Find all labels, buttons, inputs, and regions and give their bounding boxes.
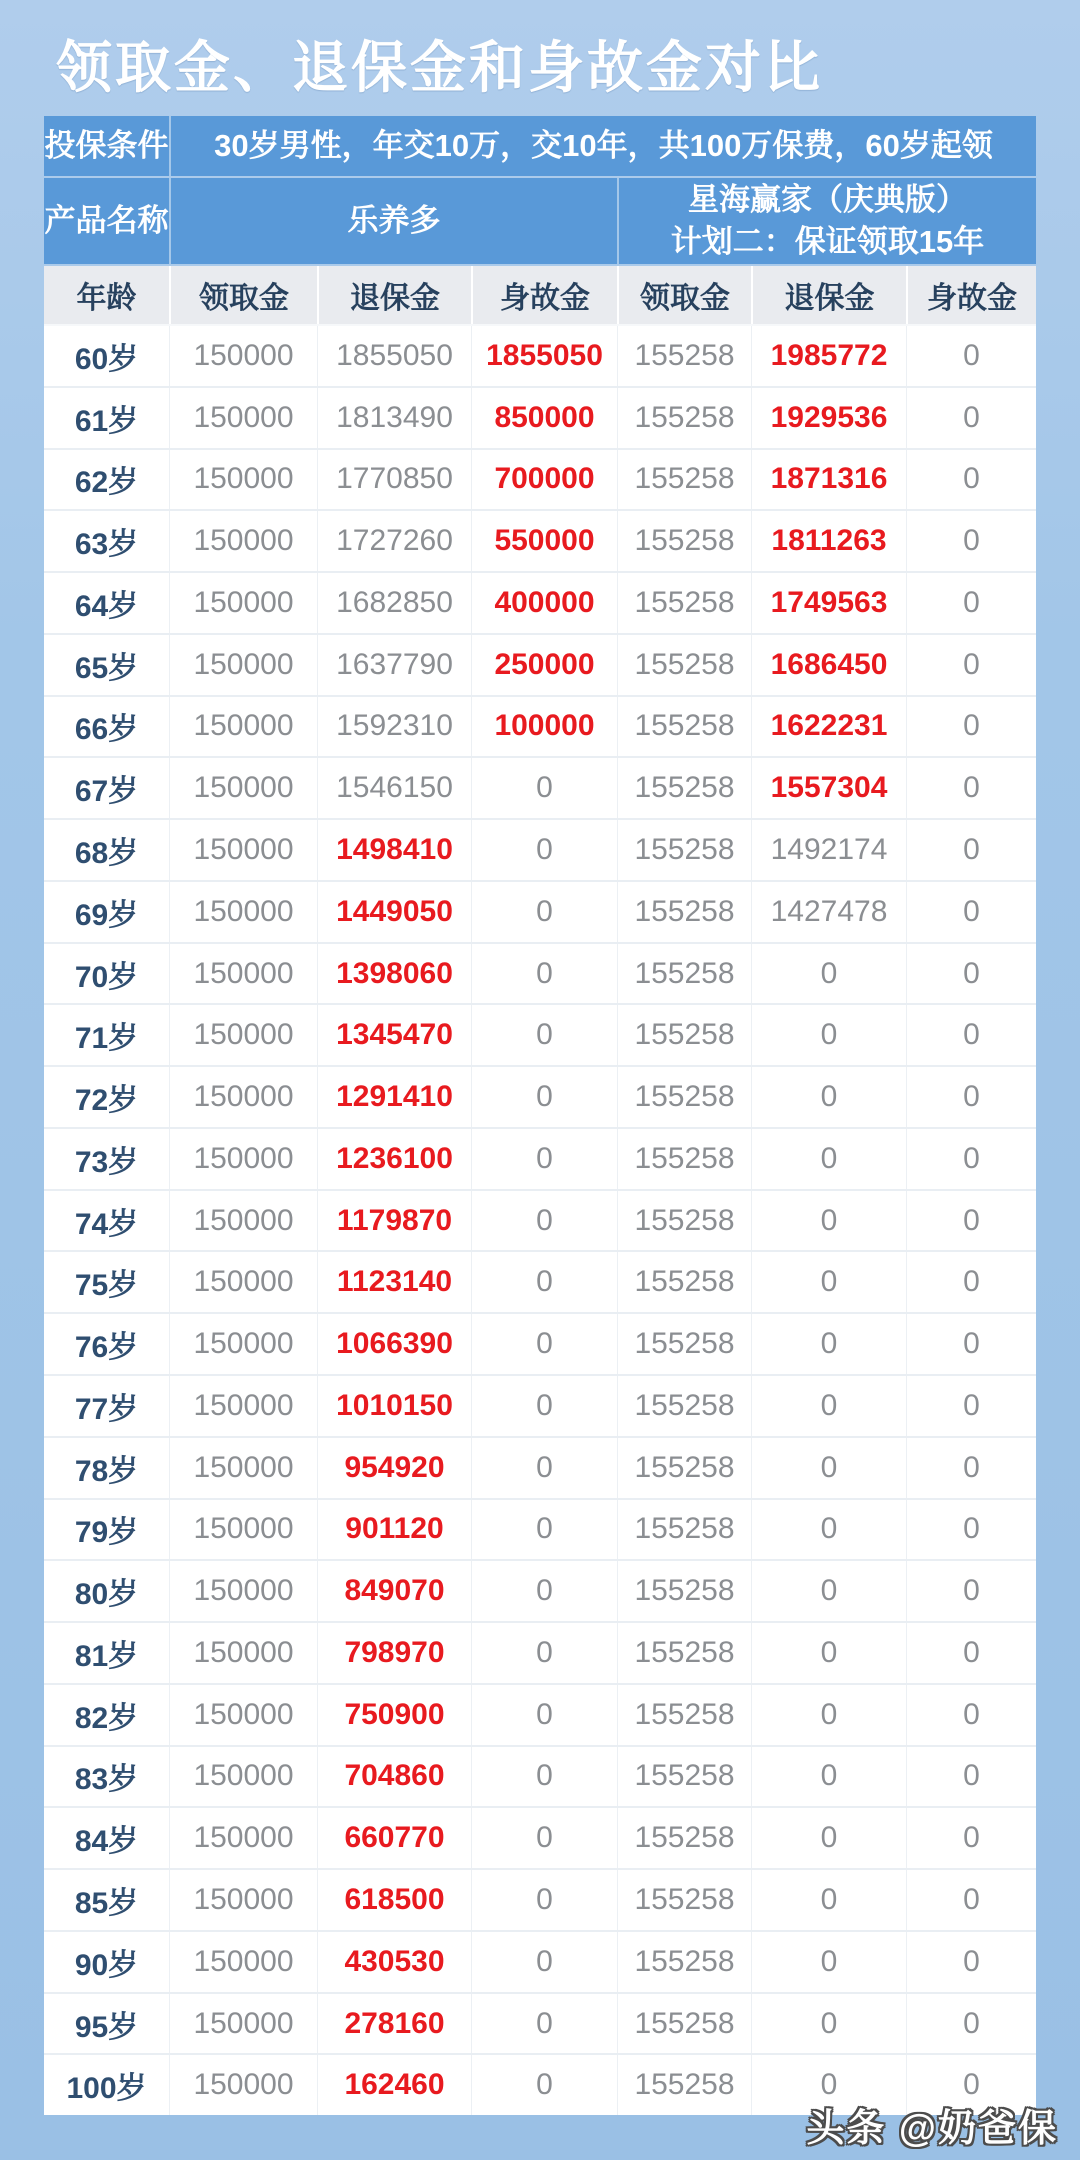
value-cell: 0 <box>471 1685 617 1745</box>
age-cell: 90岁 <box>74 1948 139 1982</box>
product-name-label: 产品名称 <box>44 203 169 239</box>
value-cell: 1985772 <box>751 326 906 386</box>
table-row <box>44 448 1036 510</box>
value-cell: 150000 <box>169 820 317 880</box>
value-cell: 1557304 <box>751 758 906 818</box>
value-cell: 0 <box>751 1623 906 1683</box>
value-cell: 0 <box>906 758 1036 818</box>
value-cell: 0 <box>751 1067 906 1127</box>
comparison-table <box>44 116 1036 2115</box>
value-cell: 1345470 <box>317 1005 471 1065</box>
value-cell: 0 <box>471 1252 617 1312</box>
value-cell: 0 <box>906 1314 1036 1374</box>
column-header-age: 年龄 <box>76 282 137 315</box>
value-cell: 0 <box>906 1005 1036 1065</box>
value-cell: 155258 <box>617 450 751 510</box>
value-cell: 150000 <box>169 1500 317 1560</box>
value-cell: 155258 <box>617 1191 751 1251</box>
value-cell: 150000 <box>169 1932 317 1992</box>
age-cell: 67岁 <box>74 775 139 809</box>
value-cell: 150000 <box>169 1376 317 1436</box>
value-cell: 1066390 <box>317 1314 471 1374</box>
value-cell: 150000 <box>169 1005 317 1065</box>
table-row <box>44 1992 1036 2054</box>
product-name-row <box>44 178 1036 264</box>
value-cell: 430530 <box>317 1932 471 1992</box>
product1-name: 乐养多 <box>169 178 617 264</box>
value-cell: 150000 <box>169 944 317 1004</box>
value-cell: 155258 <box>617 2055 751 2115</box>
table-row <box>44 386 1036 448</box>
age-cell: 69岁 <box>74 898 139 932</box>
value-cell: 1855050 <box>471 326 617 386</box>
value-cell: 0 <box>471 1314 617 1374</box>
age-cell: 100岁 <box>66 2072 147 2106</box>
value-cell: 550000 <box>471 511 617 571</box>
value-cell: 155258 <box>617 1685 751 1745</box>
value-cell: 155258 <box>617 882 751 942</box>
value-cell: 1236100 <box>317 1129 471 1189</box>
value-cell: 155258 <box>617 820 751 880</box>
value-cell: 0 <box>471 2055 617 2115</box>
value-cell: 0 <box>471 1438 617 1498</box>
value-cell: 0 <box>471 1561 617 1621</box>
value-cell: 1813490 <box>317 388 471 448</box>
value-cell: 0 <box>906 697 1036 757</box>
value-cell: 162460 <box>317 2055 471 2115</box>
value-cell: 1637790 <box>317 635 471 695</box>
value-cell: 0 <box>471 1932 617 1992</box>
value-cell: 0 <box>471 1747 617 1807</box>
value-cell: 0 <box>471 1623 617 1683</box>
value-cell: 155258 <box>617 697 751 757</box>
value-cell: 1929536 <box>751 388 906 448</box>
value-cell: 0 <box>471 1994 617 2054</box>
value-cell: 150000 <box>169 450 317 510</box>
value-cell: 0 <box>471 820 617 880</box>
table-row <box>44 571 1036 633</box>
value-cell: 150000 <box>169 326 317 386</box>
value-cell: 150000 <box>169 388 317 448</box>
value-cell: 0 <box>906 1623 1036 1683</box>
value-cell: 278160 <box>317 1994 471 2054</box>
value-cell: 0 <box>906 882 1036 942</box>
value-cell: 0 <box>751 1870 906 1930</box>
age-cell: 77岁 <box>74 1392 139 1426</box>
table-row <box>44 633 1036 695</box>
age-cell: 84岁 <box>74 1825 139 1859</box>
value-cell: 150000 <box>169 1191 317 1251</box>
value-cell: 0 <box>906 511 1036 571</box>
value-cell: 0 <box>906 1500 1036 1560</box>
value-cell: 704860 <box>317 1747 471 1807</box>
value-cell: 0 <box>471 944 617 1004</box>
value-cell: 0 <box>906 1252 1036 1312</box>
value-cell: 150000 <box>169 1561 317 1621</box>
value-cell: 1498410 <box>317 820 471 880</box>
column-header-death-1: 身故金 <box>471 266 617 324</box>
value-cell: 155258 <box>617 1252 751 1312</box>
value-cell: 155258 <box>617 388 751 448</box>
value-cell: 0 <box>471 1500 617 1560</box>
table-row <box>44 1436 1036 1498</box>
value-cell: 0 <box>471 1808 617 1868</box>
value-cell: 0 <box>751 1252 906 1312</box>
value-cell: 798970 <box>317 1623 471 1683</box>
insured-condition-row <box>44 116 1036 176</box>
value-cell: 1449050 <box>317 882 471 942</box>
table-row <box>44 1189 1036 1251</box>
value-cell: 150000 <box>169 1808 317 1868</box>
value-cell: 0 <box>471 1005 617 1065</box>
table-row <box>44 880 1036 942</box>
age-cell: 65岁 <box>74 651 139 685</box>
value-cell: 0 <box>906 1191 1036 1251</box>
product2-name-line2: 计划二：保证领取15年 <box>670 224 985 259</box>
table-row <box>44 756 1036 818</box>
value-cell: 1592310 <box>317 697 471 757</box>
value-cell: 150000 <box>169 2055 317 2115</box>
table-row <box>44 1683 1036 1745</box>
value-cell: 0 <box>906 1129 1036 1189</box>
value-cell: 155258 <box>617 1067 751 1127</box>
value-cell: 150000 <box>169 1994 317 2054</box>
value-cell: 0 <box>751 1438 906 1498</box>
value-cell: 155258 <box>617 1932 751 1992</box>
value-cell: 1179870 <box>317 1191 471 1251</box>
table-body <box>44 326 1036 2115</box>
value-cell: 250000 <box>471 635 617 695</box>
table-row <box>44 1003 1036 1065</box>
age-cell: 81岁 <box>74 1639 139 1673</box>
value-cell: 150000 <box>169 1438 317 1498</box>
age-cell: 63岁 <box>74 528 139 562</box>
table-row <box>44 1374 1036 1436</box>
value-cell: 700000 <box>471 450 617 510</box>
value-cell: 0 <box>906 1438 1036 1498</box>
value-cell: 155258 <box>617 1994 751 2054</box>
insured-condition-value: 30岁男性，年交10万，交10年，共100万保费，60岁起领 <box>169 116 1036 176</box>
value-cell: 150000 <box>169 1623 317 1683</box>
age-cell: 80岁 <box>74 1578 139 1612</box>
value-cell: 155258 <box>617 1561 751 1621</box>
value-cell: 155258 <box>617 1129 751 1189</box>
age-cell: 76岁 <box>74 1331 139 1365</box>
value-cell: 0 <box>751 1561 906 1621</box>
age-cell: 78岁 <box>74 1454 139 1488</box>
table-row <box>44 326 1036 386</box>
value-cell: 150000 <box>169 1067 317 1127</box>
value-cell: 150000 <box>169 1129 317 1189</box>
table-row <box>44 1127 1036 1189</box>
age-cell: 72岁 <box>74 1084 139 1118</box>
value-cell: 1770850 <box>317 450 471 510</box>
value-cell: 0 <box>906 1808 1036 1868</box>
value-cell: 0 <box>906 1932 1036 1992</box>
age-cell: 71岁 <box>74 1022 139 1056</box>
age-cell: 61岁 <box>74 404 139 438</box>
age-cell: 70岁 <box>74 960 139 994</box>
value-cell: 155258 <box>617 1314 751 1374</box>
value-cell: 0 <box>751 1994 906 2054</box>
value-cell: 155258 <box>617 511 751 571</box>
value-cell: 150000 <box>169 573 317 633</box>
insured-condition-label: 投保条件 <box>44 128 169 164</box>
value-cell: 0 <box>906 944 1036 1004</box>
value-cell: 150000 <box>169 1252 317 1312</box>
column-header-payout-1: 领取金 <box>169 266 317 324</box>
age-cell: 85岁 <box>74 1887 139 1921</box>
value-cell: 0 <box>906 1747 1036 1807</box>
value-cell: 150000 <box>169 1314 317 1374</box>
age-cell: 68岁 <box>74 837 139 870</box>
value-cell: 0 <box>906 820 1036 880</box>
value-cell: 1398060 <box>317 944 471 1004</box>
value-cell: 0 <box>471 1870 617 1930</box>
age-cell: 73岁 <box>74 1145 139 1179</box>
value-cell: 1686450 <box>751 635 906 695</box>
table-row <box>44 695 1036 757</box>
age-cell: 83岁 <box>74 1763 139 1797</box>
value-cell: 0 <box>906 326 1036 386</box>
value-cell: 0 <box>751 1005 906 1065</box>
value-cell: 400000 <box>471 573 617 633</box>
table-row <box>44 509 1036 571</box>
value-cell: 0 <box>751 1808 906 1868</box>
value-cell: 0 <box>906 450 1036 510</box>
value-cell: 150000 <box>169 758 317 818</box>
value-cell: 155258 <box>617 1747 751 1807</box>
value-cell: 155258 <box>617 1500 751 1560</box>
value-cell: 901120 <box>317 1500 471 1560</box>
age-cell: 79岁 <box>74 1516 139 1550</box>
value-cell: 1682850 <box>317 573 471 633</box>
watermark: 头条 @奶爸保 <box>806 2108 1058 2150</box>
product2-name <box>617 178 1036 264</box>
value-cell: 0 <box>906 635 1036 695</box>
value-cell: 1749563 <box>751 573 906 633</box>
value-cell: 155258 <box>617 1808 751 1868</box>
value-cell: 100000 <box>471 697 617 757</box>
age-cell: 75岁 <box>74 1269 139 1303</box>
value-cell: 0 <box>906 388 1036 448</box>
age-cell: 66岁 <box>74 713 139 747</box>
value-cell: 150000 <box>169 882 317 942</box>
value-cell: 0 <box>751 1314 906 1374</box>
age-cell: 64岁 <box>74 589 139 623</box>
value-cell: 849070 <box>317 1561 471 1621</box>
page-title: 领取金、退保金和身故金对比 <box>56 36 823 99</box>
value-cell: 0 <box>906 1067 1036 1127</box>
product2-name-line1: 星海赢家（庆典版） <box>688 182 967 218</box>
value-cell: 155258 <box>617 758 751 818</box>
value-cell: 150000 <box>169 697 317 757</box>
age-cell: 74岁 <box>74 1207 139 1241</box>
table-row <box>44 1065 1036 1127</box>
value-cell: 155258 <box>617 944 751 1004</box>
value-cell: 1855050 <box>317 326 471 386</box>
value-cell: 618500 <box>317 1870 471 1930</box>
value-cell: 850000 <box>471 388 617 448</box>
value-cell: 0 <box>751 1747 906 1807</box>
table-row <box>44 1559 1036 1621</box>
value-cell: 0 <box>751 1932 906 1992</box>
value-cell: 0 <box>471 1376 617 1436</box>
column-header-death-2: 身故金 <box>906 266 1036 324</box>
value-cell: 1123140 <box>317 1252 471 1312</box>
value-cell: 155258 <box>617 1438 751 1498</box>
value-cell: 155258 <box>617 1376 751 1436</box>
table-row <box>44 1312 1036 1374</box>
value-cell: 155258 <box>617 573 751 633</box>
value-cell: 0 <box>906 573 1036 633</box>
table-row <box>44 818 1036 880</box>
value-cell: 750900 <box>317 1685 471 1745</box>
value-cell: 0 <box>906 2055 1036 2115</box>
value-cell: 150000 <box>169 511 317 571</box>
value-cell: 155258 <box>617 635 751 695</box>
value-cell: 0 <box>906 1685 1036 1745</box>
value-cell: 0 <box>751 944 906 1004</box>
value-cell: 150000 <box>169 635 317 695</box>
value-cell: 155258 <box>617 326 751 386</box>
table-row <box>44 1621 1036 1683</box>
value-cell: 954920 <box>317 1438 471 1498</box>
age-cell: 62岁 <box>74 466 139 500</box>
value-cell: 1727260 <box>317 511 471 571</box>
value-cell: 0 <box>471 882 617 942</box>
age-cell: 95岁 <box>74 2010 139 2044</box>
value-cell: 0 <box>471 758 617 818</box>
value-cell: 1546150 <box>317 758 471 818</box>
value-cell: 155258 <box>617 1870 751 1930</box>
value-cell: 0 <box>751 1685 906 1745</box>
value-cell: 150000 <box>169 1870 317 1930</box>
value-cell: 0 <box>471 1129 617 1189</box>
value-cell: 1492174 <box>751 820 906 880</box>
value-cell: 1291410 <box>317 1067 471 1127</box>
value-cell: 1427478 <box>751 882 906 942</box>
age-cell: 82岁 <box>74 1701 139 1735</box>
table-row <box>44 942 1036 1004</box>
value-cell: 1622231 <box>751 697 906 757</box>
value-cell: 1010150 <box>317 1376 471 1436</box>
value-cell: 0 <box>906 1561 1036 1621</box>
value-cell: 0 <box>751 1191 906 1251</box>
value-cell: 1871316 <box>751 450 906 510</box>
value-cell: 660770 <box>317 1808 471 1868</box>
value-cell: 0 <box>906 1376 1036 1436</box>
table-row <box>44 1498 1036 1560</box>
value-cell: 0 <box>751 1376 906 1436</box>
value-cell: 155258 <box>617 1005 751 1065</box>
value-cell: 1811263 <box>751 511 906 571</box>
value-cell: 150000 <box>169 1747 317 1807</box>
value-cell: 0 <box>751 1129 906 1189</box>
table-row <box>44 1930 1036 1992</box>
value-cell: 0 <box>906 1994 1036 2054</box>
age-cell: 60岁 <box>74 342 139 376</box>
value-cell: 150000 <box>169 1685 317 1745</box>
value-cell: 0 <box>751 1500 906 1560</box>
table-row <box>44 1250 1036 1312</box>
table-row <box>44 1806 1036 1868</box>
value-cell: 0 <box>751 2055 906 2115</box>
value-cell: 0 <box>471 1191 617 1251</box>
column-header-payout-2: 领取金 <box>617 266 751 324</box>
table-row <box>44 1745 1036 1807</box>
column-header-surrender-2: 退保金 <box>751 266 906 324</box>
table-row <box>44 1868 1036 1930</box>
column-header-surrender-1: 退保金 <box>317 266 471 324</box>
value-cell: 0 <box>906 1870 1036 1930</box>
value-cell: 0 <box>471 1067 617 1127</box>
value-cell: 155258 <box>617 1623 751 1683</box>
column-header-row <box>44 266 1036 326</box>
